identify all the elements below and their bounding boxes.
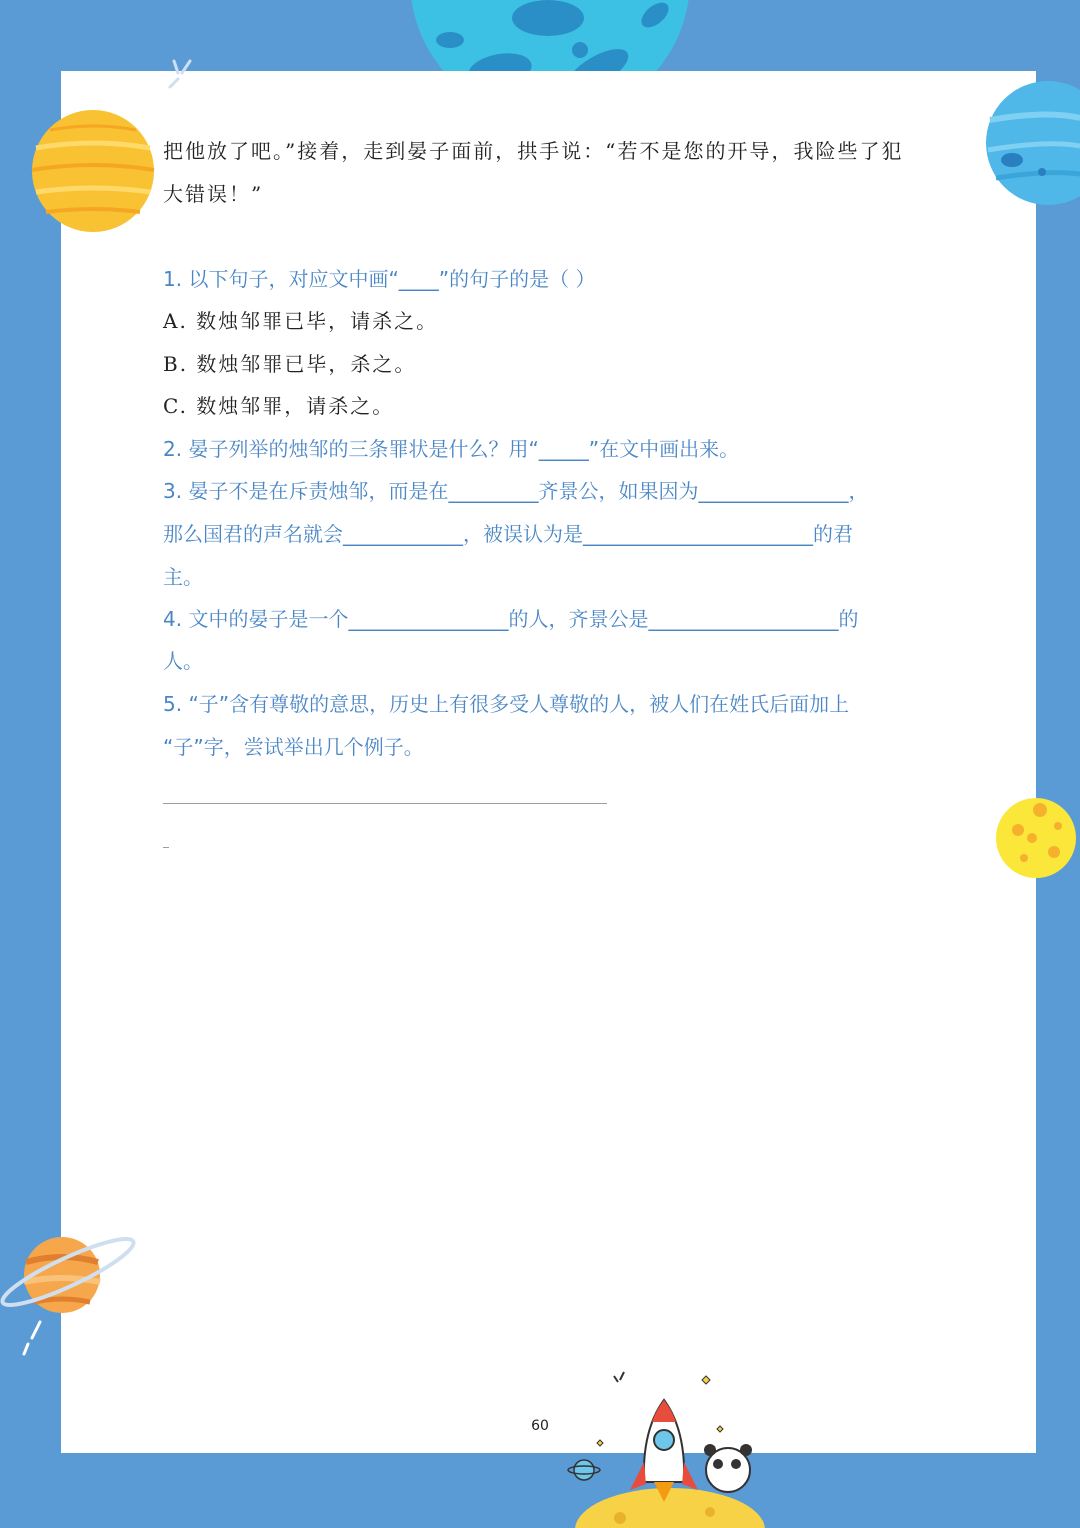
question-5-line-2: “子”字，尝试举出几个例子。 xyxy=(163,735,424,759)
passage-line-2: 大错误！” xyxy=(163,182,264,206)
rocket-panda-icon xyxy=(560,1370,770,1528)
answer-line-1: __________________________________________________________________________ xyxy=(163,790,607,804)
question-3-line-1: 3. 晏子不是在斥责烛邹，而是在_________齐景公，如果因为_______________， xyxy=(163,479,869,503)
small-yellow-planet-icon xyxy=(994,796,1080,880)
question-2: 2. 晏子列举的烛邹的三条罪状是什么？用“_____”在文中画出来。 xyxy=(163,437,740,461)
question-1: 1. 以下句子，对应文中画“____”的句子的是（ ） xyxy=(163,267,596,291)
question-3-line-3: 主。 xyxy=(163,565,203,589)
answer-line-2: _ xyxy=(163,834,169,848)
saturn-icon xyxy=(0,1230,145,1360)
passage-line-1: 把他放了吧。”接着，走到晏子面前，拱手说：“若不是您的开导，我险些了犯 xyxy=(163,139,904,163)
question-4-line-2: 人。 xyxy=(163,649,203,673)
option-a: A. 数烛邹罪已毕，请杀之。 xyxy=(163,309,439,333)
option-c: C. 数烛邹罪，请杀之。 xyxy=(163,394,395,418)
question-5-line-1: 5. “子”含有尊敬的意思，历史上有很多受人尊敬的人，被人们在姓氏后面加上 xyxy=(163,692,850,716)
sparkle-icon xyxy=(160,55,200,95)
page-number: 60 xyxy=(531,1418,549,1434)
question-4-line-1: 4. 文中的晏子是一个________________的人，齐景公是___________________的 xyxy=(163,607,859,631)
option-b: B. 数烛邹罪已毕，杀之。 xyxy=(163,352,417,376)
blue-planet-icon xyxy=(986,80,1080,206)
yellow-planet-icon xyxy=(30,108,156,234)
question-3-line-2: 那么国君的声名就会____________，被误认为是_______________________的君 xyxy=(163,522,853,546)
